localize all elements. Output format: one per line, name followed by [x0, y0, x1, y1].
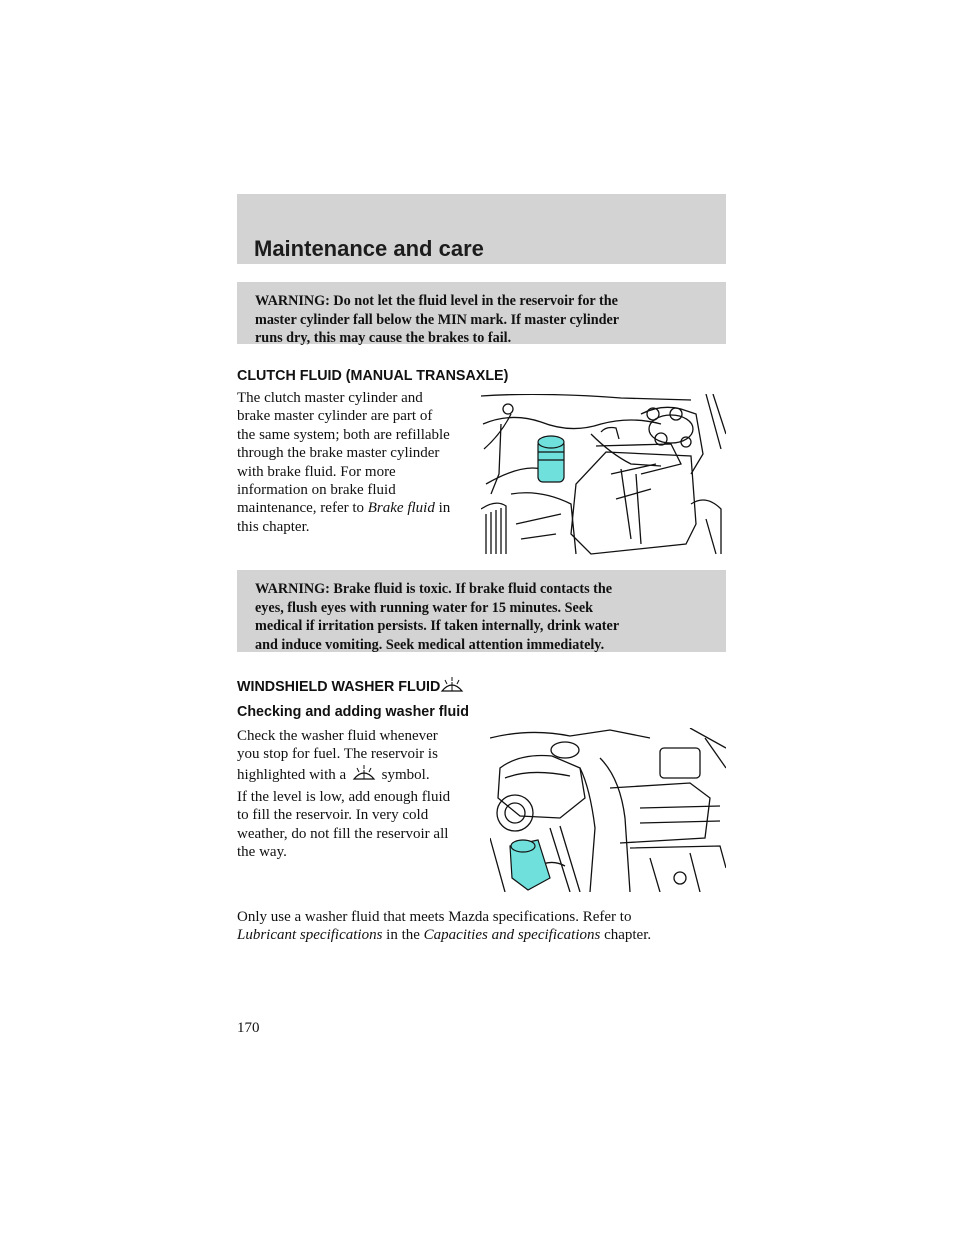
washer-fluid-icon: [440, 676, 464, 694]
text-line: If the level is low, add enough fluid: [237, 789, 451, 805]
clutch-fluid-heading: CLUTCH FLUID (MANUAL TRANSAXLE): [237, 368, 509, 384]
warning-box-master-cylinder: [237, 282, 726, 347]
washer-fluid-heading: WINDSHIELD WASHER FLUID: [237, 676, 464, 695]
warning-line: runs dry, this may cause the brakes to fail.: [255, 330, 512, 347]
text-line: brake master cylinder are part of: [237, 408, 433, 425]
text-line: Lubricant specifications in the Capacities and specifications chapter.: [237, 927, 652, 944]
section-title: Maintenance and care: [254, 236, 484, 261]
text-line: maintenance, refer to Brake fluid in: [237, 500, 451, 517]
page-number: 170: [237, 1020, 260, 1036]
clutch-fluid-paragraph: [237, 389, 487, 536]
brake-fluid-reference: Brake fluid: [367, 500, 435, 517]
brake-reservoir-illustration: [481, 394, 726, 556]
text-line: Check the washer fluid whenever: [237, 728, 438, 744]
text-line: through the brake master cylinder: [237, 445, 440, 462]
washer-paragraph-2: [237, 788, 497, 862]
text-line: to fill the reservoir. In very cold: [237, 807, 429, 824]
text-line: with brake fluid. For more: [237, 463, 396, 480]
text-line: information on brake fluid: [237, 482, 396, 499]
washer-fluid-subheading: Checking and adding washer fluid: [237, 704, 469, 720]
washer-fluid-icon: [350, 764, 378, 782]
washer-reservoir-illustration: [490, 728, 726, 892]
text-line: the same system; both are refillable: [237, 426, 450, 443]
text-line: this chapter.: [237, 518, 310, 535]
warning-line: WARNING: Do not let the fluid level in the reservoir for the: [255, 293, 618, 309]
capacities-specifications-reference: Capacities and specifications: [423, 927, 601, 944]
warning-line: master cylinder fall below the MIN mark. If master cylinder: [255, 311, 620, 328]
warning-line: and induce vomiting. Seek medical attention immediately.: [255, 636, 605, 653]
text-line: The clutch master cylinder and: [237, 390, 423, 406]
warning-box-brake-fluid-toxic: [237, 570, 726, 652]
washer-paragraph-3: [237, 908, 757, 945]
text-line: Only use a washer fluid that meets Mazda specifications. Refer to: [237, 909, 632, 925]
text-line: the way.: [237, 844, 287, 861]
washer-paragraph-1: [237, 727, 497, 784]
text-line: you stop for fuel. The reservoir is: [237, 746, 438, 763]
text-line: weather, do not fill the reservoir all: [237, 825, 449, 842]
lubricant-specifications-reference: Lubricant specifications: [237, 927, 383, 944]
warning-line: medical if irritation persists. If taken internally, drink water: [255, 618, 620, 635]
warning-line: WARNING: Brake fluid is toxic. If brake fluid contacts the: [255, 581, 613, 597]
text-line: highlighted with a symbol.: [237, 764, 497, 784]
warning-line: eyes, flush eyes with running water for 15 minutes. Seek: [255, 599, 594, 616]
